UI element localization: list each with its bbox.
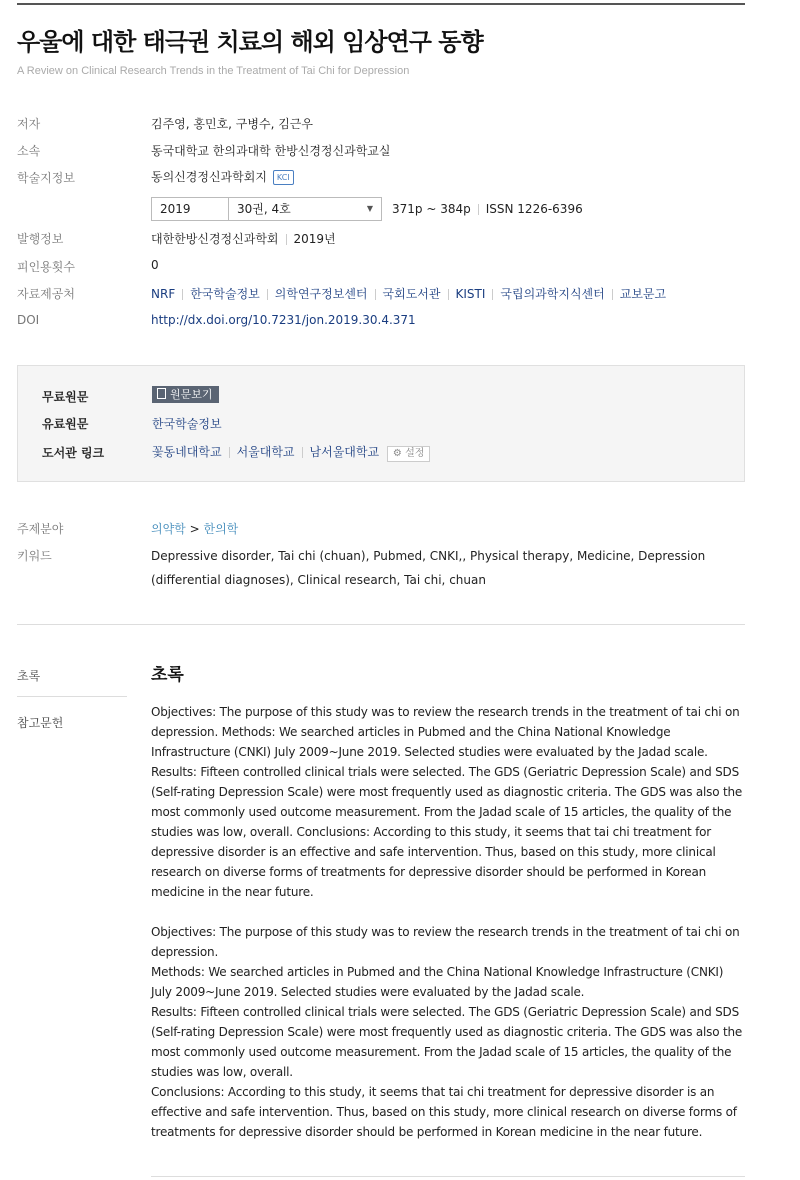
section-divider	[17, 624, 745, 625]
paid-full-text-value	[152, 415, 222, 432]
library-link[interactable]: 서울대학교	[236, 445, 295, 459]
library-link[interactable]: 남서울대학교	[309, 445, 380, 459]
affiliation-label: 소속	[17, 144, 41, 158]
kci-badge: KCI	[273, 170, 294, 185]
separator	[229, 447, 230, 458]
view-full-text-label: 원문보기	[170, 388, 213, 401]
separator	[302, 447, 303, 458]
keywords-value: Depressive disorder, Tai chi (chuan), Pubmed, CNKI,, Physical therapy, Medicine, Depression (differential diagnoses), Clinical research, Tai chi, chuan	[151, 549, 706, 587]
page-range	[392, 202, 583, 216]
abstract-structured	[151, 922, 743, 1142]
issue-selector-row	[151, 197, 583, 221]
abstract-heading: 초록	[151, 665, 184, 685]
abstract-methods: Methods: We searched articles in Pubmed and the China National Knowledge Infrastructure (CNKI) July 2009~June 2019. Selected studies were evaluated by the Jadad scale.	[151, 965, 724, 999]
separator	[267, 289, 268, 300]
abstract-summary: Objectives: The purpose of this study was to review the research trends in the treatment of tai chi on depression. Methods: We searched articles in Pubmed and the China National Knowledge Infrastructure (CNKI) July 2009~June 2019. Selected studies were evaluated by the Jadad scale. Results: Fifteen controlled clinical trials were selected. The GDS (Geriatric Depression Scale) and SDS (Self-rating Depression Scale) were most frequently used as diagnostic criteria. The GDS was also the most commonly used outcome measurement. From the Jadad scale of 15 articles, the quality of the studies was low, overall. Conclusions: According to this study, it seems that tai chi treatment for depressive disorder is an effective and safe intervention. Thus, based on this study, more clinical research on diverse forms of treatments for depressive disorder should be performed in Korean medicine in the near future.	[151, 705, 743, 899]
library-link-label: 도서관 링크	[42, 446, 105, 460]
provider-link-nanet[interactable]: 국회도서관	[382, 287, 441, 301]
separator	[448, 289, 449, 300]
affiliation-value: 동국대학교 한의과대학 한방신경정신과학교실	[151, 144, 391, 158]
top-divider	[17, 3, 745, 5]
publisher-name: 대한한방신경정신과학회	[151, 232, 279, 246]
subject-label: 주제분야	[17, 522, 64, 536]
page-range-value: 371p ~ 384p	[392, 202, 471, 216]
journal-info	[151, 168, 294, 185]
issue-select-value: 30권, 4호	[237, 202, 291, 216]
citation-count-value: 0	[151, 258, 159, 272]
journal-label: 학술지정보	[17, 171, 75, 185]
doi-label: DOI	[17, 313, 40, 327]
separator	[286, 234, 287, 245]
separator	[612, 289, 613, 300]
subject-breadcrumb	[151, 520, 238, 537]
author-value: 김주영, 홍민호, 구병수, 김근우	[151, 117, 313, 131]
publication-info	[151, 230, 336, 247]
abstract-results: Results: Fifteen controlled clinical trials were selected. The GDS (Geriatric Depression Scale) and SDS (Self-rating Depression Scale) were most frequently used as diagnostic criteria. The GDS was also the most commonly used outcome measurement. From the Jadad scale of 15 articles, the quality of the studies was low, overall.	[151, 1005, 743, 1079]
separator	[375, 289, 376, 300]
free-full-text-value	[152, 386, 219, 403]
subject-field-link[interactable]: 의약학	[151, 522, 186, 536]
breadcrumb-arrow-icon: >	[189, 522, 200, 536]
keywords-label: 키워드	[17, 549, 52, 563]
tab-references[interactable]: 참고문헌	[17, 716, 64, 730]
subject-subfield-link[interactable]: 한의학	[203, 522, 239, 536]
library-settings-label: 설정	[405, 448, 425, 459]
year-select[interactable]: 2019	[151, 197, 229, 221]
view-full-text-button[interactable]	[152, 386, 219, 403]
article-title: 우울에 대한 태극권 치료의 해외 임상연구 동향	[17, 28, 483, 56]
provider-label: 자료제공처	[17, 287, 75, 301]
bottom-divider	[151, 1176, 745, 1177]
library-link-list	[152, 443, 430, 462]
citation-count-label: 피인용횟수	[17, 260, 75, 274]
library-settings-button[interactable]	[387, 446, 430, 462]
issn-value: ISSN 1226-6396	[485, 202, 583, 216]
provider-link-nrf[interactable]: NRF	[151, 287, 176, 301]
provider-link-kiss[interactable]: 한국학술정보	[190, 287, 260, 301]
abstract-conclusions: Conclusions: According to this study, it seems that tai chi treatment for depressive disorder is an effective and safe intervention. Thus, based on this study, more clinical research on diverse forms of treatments for depressive disorder should be performed in Korean medicine in the near future.	[151, 1085, 737, 1139]
abstract-objectives: Objectives: The purpose of this study was to review the research trends in the treatment of tai chi on depression.	[151, 925, 740, 959]
separator	[492, 289, 493, 300]
abstract-paragraph	[151, 702, 743, 902]
provider-list	[151, 285, 666, 302]
gear-icon: ⚙	[392, 448, 402, 459]
provider-link-kisti[interactable]: KISTI	[455, 287, 486, 301]
paid-full-text-label: 유료원문	[42, 417, 89, 431]
document-icon	[157, 388, 166, 399]
article-subtitle: A Review on Clinical Research Trends in the Treatment of Tai Chi for Depression	[17, 65, 410, 77]
sidebar-divider	[17, 696, 127, 697]
library-link[interactable]: 꽃동네대학교	[152, 445, 222, 459]
issue-select[interactable]	[229, 197, 382, 221]
doi-link[interactable]: http://dx.doi.org/10.7231/jon.2019.30.4.371	[151, 313, 416, 327]
full-text-access-box	[17, 365, 745, 482]
publication-year: 2019년	[293, 232, 336, 246]
free-full-text-label: 무료원문	[42, 390, 89, 404]
tab-abstract[interactable]: 초록	[17, 669, 41, 683]
provider-link-kyobo[interactable]: 교보문고	[619, 287, 667, 301]
provider-link-kmbase[interactable]: 국립의과학지식센터	[500, 287, 605, 301]
publication-label: 발행정보	[17, 232, 64, 246]
chevron-down-icon: ▼	[366, 204, 373, 213]
separator	[478, 204, 479, 215]
provider-link-medric[interactable]: 의학연구정보센터	[274, 287, 368, 301]
paid-provider-link[interactable]: 한국학술정보	[152, 417, 222, 431]
author-label: 저자	[17, 117, 41, 131]
journal-name[interactable]: 동의신경정신과학회지	[151, 170, 267, 184]
separator	[182, 289, 183, 300]
